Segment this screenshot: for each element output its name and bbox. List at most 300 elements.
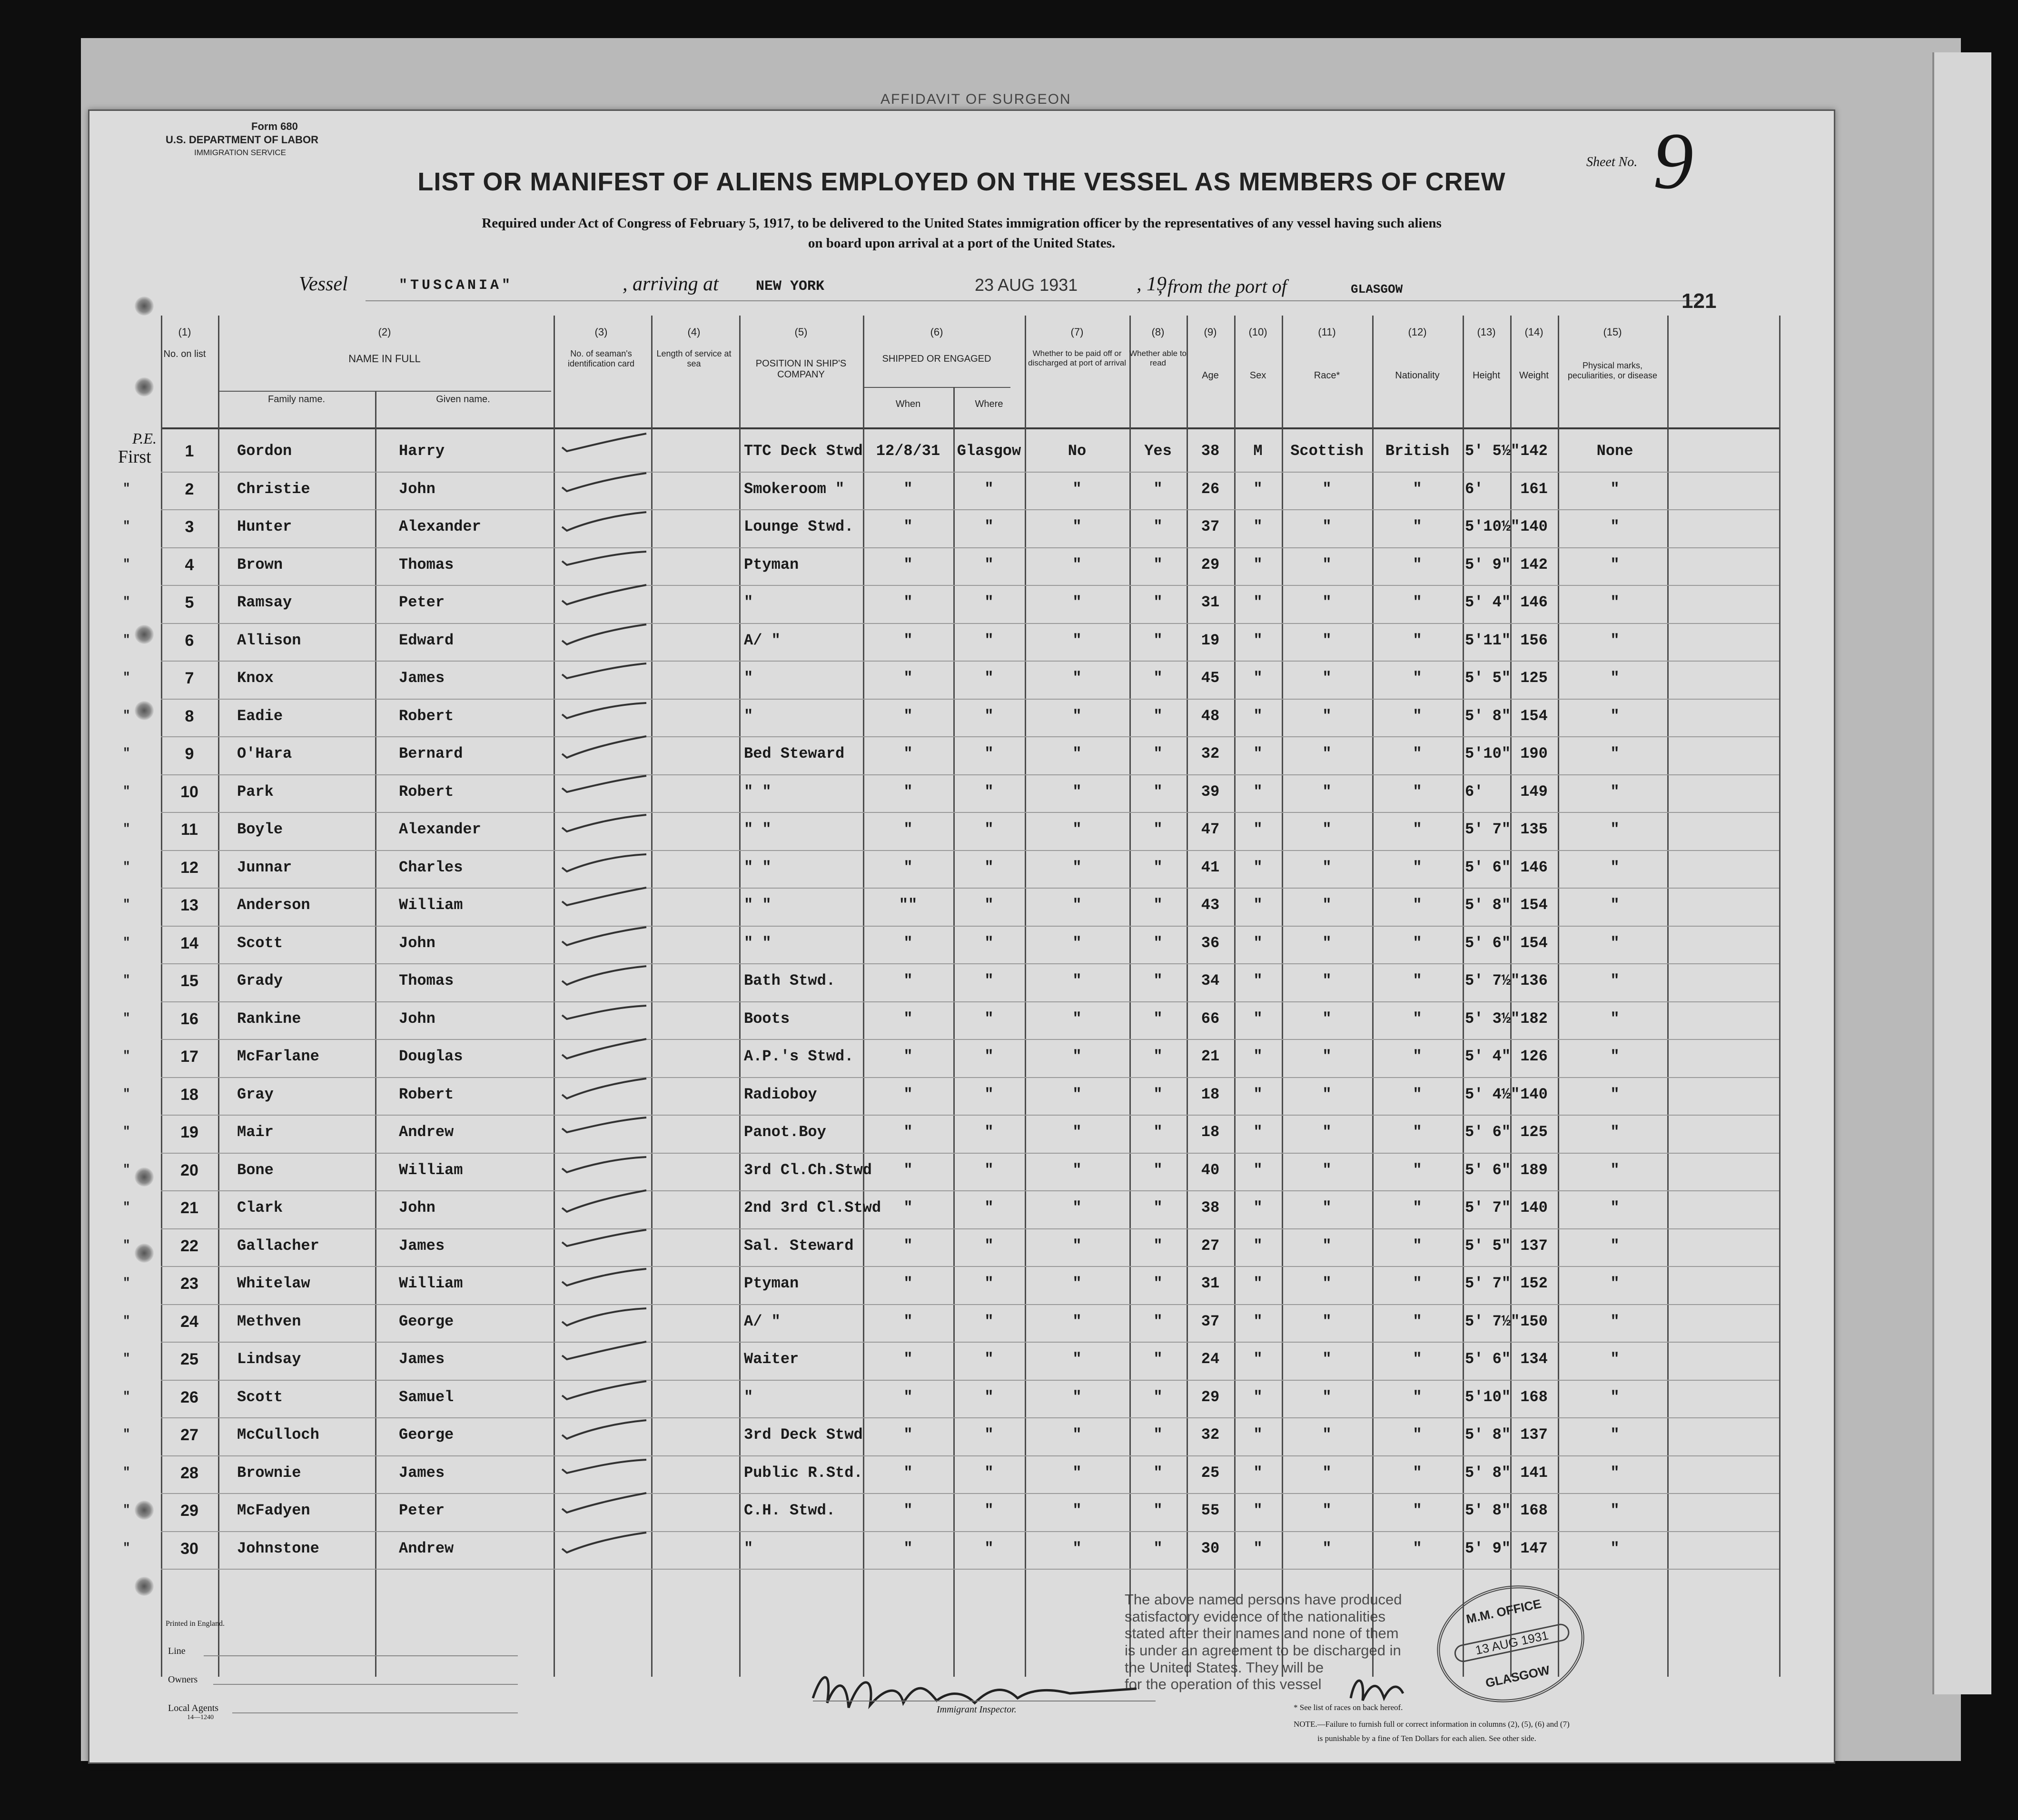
cell-where: ": [984, 1123, 994, 1141]
cell-nat: ": [1413, 1388, 1422, 1406]
cell-where: ": [984, 555, 994, 574]
cell-position: ": [744, 593, 753, 611]
cell-height: 5'10": [1465, 1388, 1511, 1406]
col-num-10: (10): [1248, 326, 1267, 338]
cell-given: Douglas: [399, 1048, 463, 1065]
cell-read: ": [1153, 1275, 1163, 1292]
cell-paid: ": [1072, 669, 1082, 687]
cell-when: "": [899, 896, 918, 914]
cell-marks: ": [1610, 934, 1620, 952]
cell-race: ": [1322, 1199, 1332, 1217]
header-divider: [161, 427, 1779, 429]
cell-race: ": [1322, 1236, 1332, 1255]
cell-paid: ": [1072, 593, 1082, 611]
cell-no: 18: [180, 1085, 198, 1104]
cell-where: ": [984, 669, 994, 687]
cell-sex: ": [1253, 1161, 1263, 1179]
cell-where: ": [984, 1388, 994, 1406]
checkmark-icon: [558, 1073, 649, 1107]
col-header-paid: Whether to be paid off or discharged at port of arrival: [1028, 349, 1126, 367]
cell-family: Lindsay: [237, 1350, 301, 1368]
cell-marks: ": [1610, 669, 1620, 687]
printed-note: Printed in England.: [166, 1620, 225, 1628]
cell-where: Glasgow: [957, 442, 1021, 460]
cell-nat: ": [1413, 821, 1422, 838]
margin-ditto-mark: ": [123, 632, 130, 647]
cell-paid: ": [1072, 934, 1082, 952]
cell-where: ": [984, 1312, 994, 1330]
cell-height: 5' 7": [1465, 1199, 1511, 1217]
cell-when: ": [903, 1350, 913, 1368]
cell-family: Christie: [237, 480, 310, 498]
cell-race: ": [1322, 1009, 1332, 1028]
col-num-8: (8): [1151, 326, 1165, 338]
cell-paid: ": [1072, 480, 1082, 498]
margin-ditto-mark: ": [123, 1237, 130, 1252]
checkmark-icon: [558, 1376, 649, 1409]
column-rule: [218, 316, 219, 1677]
cell-paid: ": [1072, 1048, 1082, 1065]
cell-family: Hunter: [237, 518, 292, 535]
cell-age: 34: [1201, 972, 1220, 989]
cell-sex: ": [1253, 858, 1263, 876]
cell-race: ": [1322, 1161, 1332, 1179]
cell-given: John: [399, 480, 435, 498]
col-header-position: POSITION IN SHIP'S COMPANY: [755, 358, 847, 380]
cell-nat: ": [1413, 1199, 1422, 1217]
cell-read: ": [1153, 896, 1163, 914]
col-num-4: (4): [687, 326, 701, 338]
cell-height: 5' 6": [1465, 1123, 1511, 1141]
cell-paid: ": [1072, 896, 1082, 914]
cell-when: ": [903, 745, 913, 762]
cell-given: George: [399, 1426, 454, 1444]
cell-nat: ": [1413, 1539, 1422, 1557]
overlay-line-1: The above named persons have produced: [1125, 1591, 1402, 1608]
cell-no: 23: [180, 1275, 198, 1293]
cell-position: " ": [744, 934, 772, 952]
cell-position: Lounge Stwd.: [744, 518, 854, 535]
cell-read: ": [1153, 707, 1163, 725]
cell-read: ": [1153, 972, 1163, 989]
cell-sex: ": [1253, 1048, 1263, 1065]
checkmark-icon: [558, 1149, 649, 1182]
margin-ditto-mark: ": [123, 1540, 130, 1555]
cell-when: ": [903, 1123, 913, 1141]
cell-family: McCulloch: [237, 1426, 319, 1444]
cell-given: Peter: [399, 1502, 445, 1519]
subtitle-line-2: on board upon arrival at a port of the United States.: [808, 236, 1116, 251]
stamp-bottom-text: GLASGOW: [1484, 1662, 1551, 1691]
cell-read: ": [1153, 1350, 1163, 1368]
col-header-height: Height: [1473, 370, 1500, 381]
margin-ditto-mark: ": [123, 935, 130, 950]
cell-paid: ": [1072, 1539, 1082, 1557]
cell-read: ": [1153, 1199, 1163, 1217]
cell-where: ": [984, 1464, 994, 1482]
cell-family: Knox: [237, 669, 274, 687]
col-header-nationality: Nationality: [1395, 370, 1440, 381]
checkmark-icon: [558, 1035, 649, 1068]
cell-read: ": [1153, 745, 1163, 762]
cell-height: 5' 8": [1465, 896, 1511, 914]
overlay-line-2: satisfactory evidence of the nationalities: [1125, 1608, 1385, 1625]
cell-position: ": [744, 1539, 753, 1557]
cell-sex: ": [1253, 782, 1263, 801]
cell-when: ": [903, 555, 913, 574]
cell-no: 24: [180, 1312, 198, 1331]
cell-nat: ": [1413, 934, 1422, 952]
cell-no: 26: [180, 1388, 198, 1406]
sheet-number: 9: [1653, 116, 1693, 206]
cell-age: 47: [1201, 821, 1220, 838]
cell-nat: ": [1413, 858, 1422, 876]
cell-marks: ": [1610, 1502, 1620, 1519]
cell-no: 20: [180, 1161, 198, 1179]
cell-family: Johnstone: [237, 1539, 319, 1557]
cell-weight: 190: [1520, 745, 1548, 762]
cell-marks: ": [1610, 972, 1620, 989]
cell-marks: ": [1610, 1009, 1620, 1028]
cell-paid: ": [1072, 1350, 1082, 1368]
row-rule: [161, 1380, 1779, 1381]
cell-age: 36: [1201, 934, 1220, 952]
cell-when: ": [903, 1048, 913, 1065]
cell-weight: 161: [1520, 480, 1548, 498]
cell-sex: ": [1253, 1085, 1263, 1103]
cell-weight: 149: [1520, 782, 1548, 801]
cell-paid: ": [1072, 1502, 1082, 1519]
cell-when: ": [903, 707, 913, 725]
cell-paid: ": [1072, 972, 1082, 989]
cell-race: ": [1322, 555, 1332, 574]
cell-marks: ": [1610, 1426, 1620, 1444]
cell-family: Gallacher: [237, 1236, 319, 1255]
cell-no: 1: [185, 442, 194, 460]
cell-weight: 147: [1520, 1539, 1548, 1557]
cell-position: Boots: [744, 1009, 790, 1028]
cell-family: McFarlane: [237, 1048, 319, 1065]
cell-position: ": [744, 669, 753, 687]
cell-nat: British: [1385, 442, 1450, 460]
cell-height: 5' 4½": [1465, 1085, 1520, 1103]
from-port-label: , from the port of: [1158, 276, 1287, 297]
note-line-2: is punishable by a fine of Ten Dollars for each alien. See other side.: [1317, 1734, 1536, 1743]
cell-when: ": [903, 1199, 913, 1217]
cell-height: 5' 6": [1465, 1161, 1511, 1179]
cell-weight: 137: [1520, 1236, 1548, 1255]
cell-marks: ": [1610, 1464, 1620, 1482]
cell-read: ": [1153, 858, 1163, 876]
cell-weight: 134: [1520, 1350, 1548, 1368]
cell-position: 3rd Cl.Ch.Stwd: [744, 1161, 872, 1179]
cell-sex: ": [1253, 1426, 1263, 1444]
cell-sex: ": [1253, 972, 1263, 989]
cell-marks: ": [1610, 707, 1620, 725]
cell-nat: ": [1413, 896, 1422, 914]
cell-read: ": [1153, 555, 1163, 574]
col-num-3: (3): [594, 326, 608, 338]
cell-marks: ": [1610, 745, 1620, 762]
cell-weight: 168: [1520, 1388, 1548, 1406]
cell-marks: None: [1596, 442, 1633, 460]
column-rule: [1463, 316, 1464, 1677]
cell-family: Anderson: [237, 896, 310, 914]
cell-race: ": [1322, 1085, 1332, 1103]
cell-marks: ": [1610, 1199, 1620, 1217]
cell-race: ": [1322, 858, 1332, 876]
margin-ditto-mark: ": [123, 1427, 130, 1441]
cell-position: Bed Steward: [744, 745, 845, 762]
cell-given: Robert: [399, 782, 454, 801]
cell-no: 9: [185, 745, 194, 763]
cell-given: William: [399, 1275, 463, 1292]
cell-nat: ": [1413, 1350, 1422, 1368]
cell-weight: 182: [1520, 1009, 1548, 1028]
margin-ditto-mark: ": [123, 1200, 130, 1214]
col-header-name: NAME IN FULL: [348, 353, 421, 365]
cell-height: 5' 8": [1465, 1502, 1511, 1519]
checkmark-icon: [558, 846, 649, 880]
cell-position: Radioboy: [744, 1085, 817, 1103]
cell-height: 5' 9": [1465, 555, 1511, 574]
margin-ditto-mark: ": [123, 481, 130, 495]
cell-given: James: [399, 1350, 445, 1368]
race-footnote: * See list of races on back hereof.: [1294, 1703, 1403, 1712]
arrival-date-stamp: 23 AUG 1931: [975, 275, 1078, 295]
cell-sex: ": [1253, 934, 1263, 952]
cell-given: Samuel: [399, 1388, 454, 1406]
cell-where: ": [984, 1502, 994, 1519]
cell-read: ": [1153, 1085, 1163, 1103]
overlay-line-6: for the operation of this vessel: [1125, 1676, 1322, 1693]
cell-race: ": [1322, 782, 1332, 801]
cell-no: 5: [185, 593, 194, 612]
cell-paid: ": [1072, 631, 1082, 649]
cell-family: Grady: [237, 972, 283, 989]
cell-age: 18: [1201, 1085, 1220, 1103]
cell-no: 2: [185, 480, 194, 498]
col-header-given: Given name.: [436, 394, 490, 405]
cell-nat: ": [1413, 1502, 1422, 1519]
column-rule: [1558, 316, 1559, 1677]
cell-family: McFadyen: [237, 1502, 310, 1519]
cell-when: ": [903, 631, 913, 649]
departure-port: GLASGOW: [1351, 282, 1403, 297]
cell-read: ": [1153, 480, 1163, 498]
cell-given: Edward: [399, 631, 454, 649]
cell-nat: ": [1413, 1275, 1422, 1292]
cell-position: " ": [744, 896, 772, 914]
margin-ditto-mark: ": [123, 1048, 130, 1063]
cell-when: ": [903, 934, 913, 952]
cell-nat: ": [1413, 1085, 1422, 1103]
row-rule: [161, 774, 1779, 775]
checkmark-icon: [558, 922, 649, 955]
margin-ditto-mark: ": [123, 708, 130, 722]
margin-ditto-mark: ": [123, 821, 130, 836]
year-label: , 19: [1137, 273, 1167, 295]
row-rule: [161, 1455, 1779, 1456]
cell-height: 5' 6": [1465, 934, 1511, 952]
col-header-shipped: SHIPPED OR ENGAGED: [882, 354, 991, 364]
col-header-id: No. of seaman's identification card: [567, 349, 635, 368]
cell-where: ": [984, 782, 994, 801]
row-rule: [161, 1190, 1779, 1191]
cell-height: 6': [1465, 480, 1484, 498]
cell-height: 5' 6": [1465, 858, 1511, 876]
cell-where: ": [984, 1236, 994, 1255]
footer-line-label: Line: [168, 1646, 186, 1656]
cell-read: ": [1153, 1426, 1163, 1444]
cell-weight: 135: [1520, 821, 1548, 838]
overlay-heading: AFFIDAVIT OF SURGEON: [880, 91, 1071, 107]
cell-sex: ": [1253, 821, 1263, 838]
checkmark-icon: [558, 1527, 649, 1561]
cell-sex: ": [1253, 518, 1263, 535]
cell-read: ": [1153, 934, 1163, 952]
cell-nat: ": [1413, 1161, 1422, 1179]
cell-given: Charles: [399, 858, 463, 876]
cell-weight: 125: [1520, 669, 1548, 687]
cell-paid: ": [1072, 1312, 1082, 1330]
cell-given: Bernard: [399, 745, 463, 762]
cell-given: William: [399, 1161, 463, 1179]
vessel-label: Vessel: [299, 273, 348, 295]
cell-weight: 146: [1520, 858, 1548, 876]
cell-family: Eadie: [237, 707, 283, 725]
cell-position: " ": [744, 782, 772, 801]
cell-marks: ": [1610, 1123, 1620, 1141]
cell-sex: ": [1253, 1502, 1263, 1519]
overlay-line-5: the United States. They will be: [1125, 1659, 1324, 1676]
cell-position: A/ ": [744, 631, 781, 649]
cell-family: Allison: [237, 631, 301, 649]
checkmark-icon: [558, 1489, 649, 1523]
cell-height: 5' 9": [1465, 1539, 1511, 1557]
cell-sex: ": [1253, 1236, 1263, 1255]
cell-marks: ": [1610, 858, 1620, 876]
arriving-label: , arriving at: [623, 273, 719, 295]
column-rule: [651, 316, 653, 1677]
cell-when: ": [903, 858, 913, 876]
cell-race: ": [1322, 1123, 1332, 1141]
margin-ditto-mark: ": [123, 1503, 130, 1517]
cell-race: ": [1322, 1426, 1332, 1444]
checkmark-icon: [558, 1300, 649, 1334]
cell-paid: ": [1072, 1388, 1082, 1406]
cell-where: ": [984, 1426, 994, 1444]
cell-sex: ": [1253, 745, 1263, 762]
cell-given: James: [399, 1464, 445, 1482]
cell-family: Gordon: [237, 442, 292, 460]
cell-race: ": [1322, 934, 1332, 952]
col-header-weight: Weight: [1519, 370, 1549, 381]
cell-no: 17: [180, 1048, 198, 1066]
cell-no: 12: [180, 858, 198, 877]
cell-when: 12/8/31: [876, 442, 940, 460]
cell-when: ": [903, 1426, 913, 1444]
cell-race: Scottish: [1290, 442, 1364, 460]
checkmark-icon: [558, 657, 649, 690]
cell-position: Public R.Std.: [744, 1464, 863, 1482]
cell-sex: ": [1253, 593, 1263, 611]
cell-marks: ": [1610, 1236, 1620, 1255]
checkmark-icon: [558, 1414, 649, 1447]
cell-height: 5' 6": [1465, 1350, 1511, 1368]
cell-position: Ptyman: [744, 555, 799, 574]
cell-no: 28: [180, 1464, 198, 1482]
page-number: 121: [1682, 289, 1717, 313]
row-rule: [161, 1569, 1779, 1570]
margin-ditto-mark: ": [123, 594, 130, 609]
checkmark-icon: [558, 1452, 649, 1485]
cell-race: ": [1322, 1312, 1332, 1330]
cell-weight: 142: [1520, 555, 1548, 574]
cell-given: William: [399, 896, 463, 914]
cell-sex: ": [1253, 1350, 1263, 1368]
adjacent-page-edge: [1932, 52, 1991, 1694]
cell-race: ": [1322, 593, 1332, 611]
arrival-port: NEW YORK: [756, 278, 825, 295]
checkmark-icon: [558, 581, 649, 614]
col-num-13: (13): [1477, 326, 1496, 338]
row-rule: [161, 812, 1779, 813]
cell-read: ": [1153, 631, 1163, 649]
col-num-5: (5): [794, 326, 808, 338]
cell-marks: ": [1610, 1085, 1620, 1103]
cell-height: 6': [1465, 782, 1484, 801]
cell-given: Thomas: [399, 555, 454, 574]
cell-position: Sal. Steward: [744, 1236, 854, 1255]
cell-race: ": [1322, 1502, 1332, 1519]
cell-weight: 189: [1520, 1161, 1548, 1179]
cell-read: ": [1153, 1161, 1163, 1179]
cell-weight: 154: [1520, 707, 1548, 725]
cell-paid: ": [1072, 782, 1082, 801]
cell-read: ": [1153, 1123, 1163, 1141]
cell-race: ": [1322, 1048, 1332, 1065]
cell-given: George: [399, 1312, 454, 1330]
cell-paid: ": [1072, 1123, 1082, 1141]
cell-race: ": [1322, 518, 1332, 535]
margin-ditto-mark: ": [123, 1351, 130, 1365]
cell-marks: ": [1610, 518, 1620, 535]
cell-position: Waiter: [744, 1350, 799, 1368]
cell-age: 40: [1201, 1161, 1220, 1179]
row-rule: [161, 1001, 1779, 1002]
cell-no: 7: [185, 669, 194, 687]
col-header-physical: Physical marks, peculiarities, or disease: [1567, 361, 1658, 380]
cell-sex: ": [1253, 480, 1263, 498]
col-num-14: (14): [1524, 326, 1543, 338]
cell-age: 31: [1201, 1275, 1220, 1292]
cell-given: James: [399, 669, 445, 687]
name-subheader-line: [218, 391, 551, 392]
cell-family: Rankine: [237, 1009, 301, 1028]
cell-nat: ": [1413, 1009, 1422, 1028]
cell-family: Bone: [237, 1161, 274, 1179]
cell-given: Andrew: [399, 1123, 454, 1141]
cell-paid: ": [1072, 1464, 1082, 1482]
cell-family: O'Hara: [237, 745, 292, 762]
note-line-1: NOTE.—Failure to furnish full or correct information in columns (2), (5), (6) and (7): [1294, 1720, 1570, 1729]
cell-weight: 126: [1520, 1048, 1548, 1065]
checkmark-icon: [558, 1262, 649, 1296]
cell-when: ": [903, 1236, 913, 1255]
cell-marks: ": [1610, 1388, 1620, 1406]
cell-family: Clark: [237, 1199, 283, 1217]
